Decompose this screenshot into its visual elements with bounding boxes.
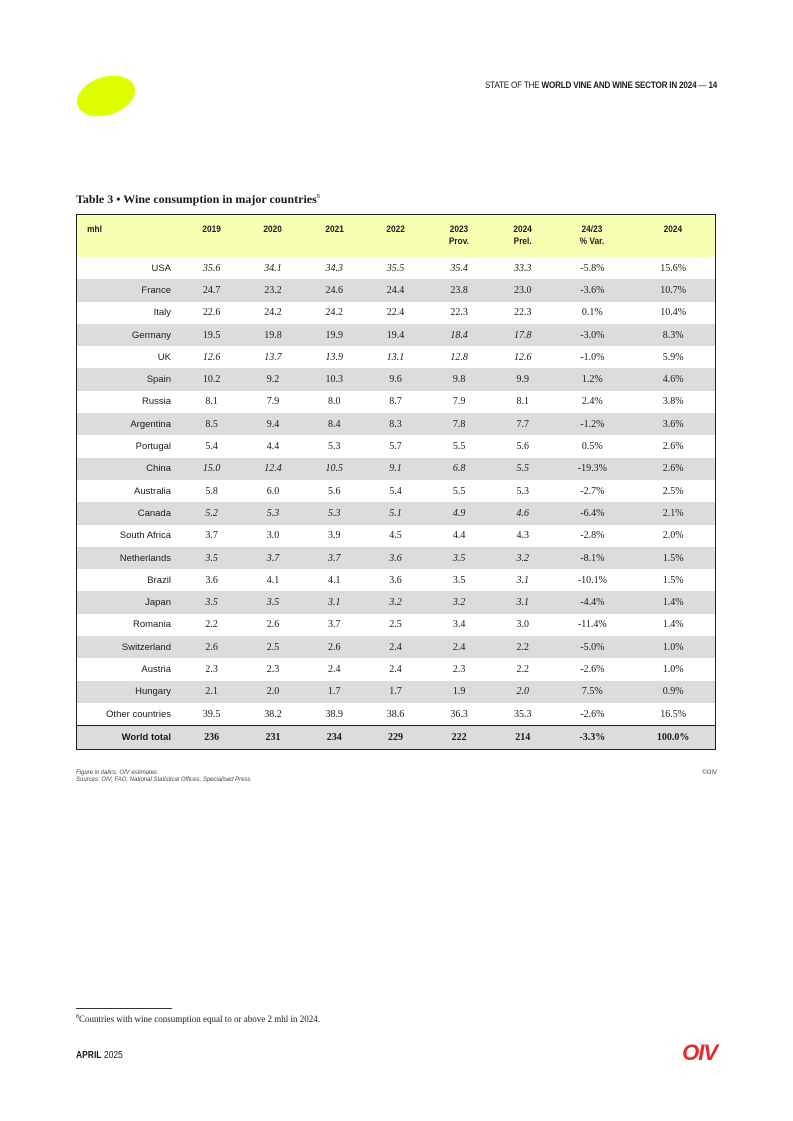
total-cell: 236 bbox=[181, 726, 242, 749]
table-cell: 12.6 bbox=[202, 351, 221, 363]
table-cell: -2.6% bbox=[580, 708, 605, 720]
total-cell: 234 bbox=[304, 726, 365, 749]
table-cell: 35.4 bbox=[450, 262, 468, 274]
table-cell: -6.4% bbox=[580, 507, 605, 519]
table-cell: 3.7 bbox=[327, 552, 341, 564]
table-cell: 4.9 bbox=[452, 507, 466, 519]
table-row bbox=[77, 480, 716, 502]
total-row bbox=[77, 726, 716, 749]
country-name: Argentina bbox=[130, 418, 171, 430]
table-row bbox=[77, 302, 716, 324]
table-cell: 5.4 bbox=[205, 441, 218, 453]
col-header-2021: 2021 bbox=[325, 224, 344, 234]
table-cell: 2.5 bbox=[389, 619, 402, 631]
country-name: Romania bbox=[132, 619, 171, 631]
table-cell: 24.2 bbox=[264, 307, 282, 319]
table-cell: 2.4 bbox=[389, 663, 402, 675]
table-row bbox=[77, 681, 716, 703]
footer-date: APRIL 2025 bbox=[76, 1050, 123, 1061]
country-name: Other countries bbox=[106, 708, 171, 720]
col-header-unit: mhl bbox=[86, 224, 102, 234]
header-separator: — bbox=[698, 80, 707, 91]
table-cell: 22.3 bbox=[514, 307, 532, 319]
table-cell: -2.6% bbox=[580, 663, 605, 675]
table-header-row bbox=[77, 215, 716, 258]
table-cell: 6.0 bbox=[266, 485, 280, 497]
table-cell: 8.4 bbox=[327, 418, 341, 430]
table-cell: 5.2 bbox=[205, 507, 218, 519]
table-cell: 12.4 bbox=[264, 463, 282, 475]
country-name: South Africa bbox=[119, 530, 171, 542]
table-cell: 35.5 bbox=[386, 262, 405, 274]
table-cell: 10.5 bbox=[325, 463, 343, 475]
table-cell: 4.5 bbox=[389, 530, 402, 542]
table-cell: 33.3 bbox=[514, 262, 532, 274]
table-cell: 8.0 bbox=[327, 396, 341, 408]
table-cell: 39.5 bbox=[202, 708, 221, 720]
table-cell: 13.1 bbox=[386, 351, 405, 363]
table-cell: 5.8 bbox=[205, 485, 218, 497]
table-row bbox=[77, 413, 716, 435]
table-cell: 7.8 bbox=[452, 418, 466, 430]
table-cell: 5.3 bbox=[327, 441, 341, 453]
country-name: France bbox=[141, 284, 171, 296]
table-cell: -2.8% bbox=[580, 530, 605, 542]
table-cell: 2.6 bbox=[205, 641, 218, 653]
table-cell: -19.3% bbox=[577, 463, 607, 475]
table-cell: 7.7 bbox=[516, 418, 529, 430]
table-cell: 2.6% bbox=[662, 441, 684, 453]
table-row bbox=[77, 591, 716, 613]
table-cell: 7.5% bbox=[581, 686, 603, 698]
table-cell: 35.6 bbox=[202, 262, 221, 274]
table-cell: 24.4 bbox=[386, 284, 405, 296]
table-cell: 5.9% bbox=[662, 351, 684, 363]
table-cell: 3.7 bbox=[327, 619, 341, 631]
table-cell: 16.5% bbox=[660, 708, 687, 720]
table-cell: 3.0 bbox=[266, 530, 280, 542]
table-cell: 4.1 bbox=[327, 574, 341, 586]
table-cell: 3.1 bbox=[327, 597, 341, 609]
table-cell: 38.6 bbox=[386, 708, 405, 720]
table-cell: 2.2 bbox=[516, 663, 529, 675]
total-cell: 229 bbox=[365, 726, 426, 749]
table-cell: 22.4 bbox=[386, 307, 405, 319]
col-header-2023: 2023 Prov. bbox=[449, 224, 470, 246]
table-cell: 3.2 bbox=[389, 597, 402, 609]
page-header bbox=[485, 80, 717, 91]
table-row bbox=[77, 547, 716, 569]
table-cell: 3.6% bbox=[662, 418, 684, 430]
table-cell: 7.9 bbox=[266, 396, 280, 408]
table-cell: 3.7 bbox=[266, 552, 280, 564]
table-cell: 9.1 bbox=[389, 463, 402, 475]
table-cell: 3.4 bbox=[452, 619, 466, 631]
table-cell: 3.5 bbox=[452, 574, 466, 586]
table-cell: -5.8% bbox=[580, 262, 605, 274]
country-name: Brazil bbox=[147, 574, 171, 586]
table-cell: 3.5 bbox=[205, 552, 218, 564]
table-cell: 23.2 bbox=[264, 284, 282, 296]
table-cell: 1.4% bbox=[662, 619, 684, 631]
table-cell: 5.5 bbox=[516, 463, 529, 475]
table-cell: -11.4% bbox=[577, 619, 607, 631]
country-name: UK bbox=[157, 351, 171, 363]
table-cell: 10.3 bbox=[325, 374, 343, 386]
table-cell: 17.8 bbox=[514, 329, 532, 341]
table-row bbox=[77, 391, 716, 413]
table-cell: 10.4% bbox=[660, 307, 687, 319]
table-cell: 2.1% bbox=[662, 507, 684, 519]
note-sources: Sources: OIV, FAO, National Statistical Offices, Specialised Press bbox=[76, 777, 251, 783]
table-cell: 6.8 bbox=[452, 463, 466, 475]
table-cell: 1.7 bbox=[327, 686, 341, 698]
table-cell: 13.9 bbox=[325, 351, 343, 363]
table-cell: 3.5 bbox=[266, 597, 280, 609]
table-cell: 1.0% bbox=[662, 641, 684, 653]
total-cell: 214 bbox=[492, 726, 553, 749]
table-row bbox=[77, 368, 716, 390]
table-cell: 19.8 bbox=[264, 329, 282, 341]
table-cell: 2.4% bbox=[581, 396, 603, 408]
table-cell: 10.7% bbox=[660, 284, 687, 296]
country-name: China bbox=[146, 463, 171, 475]
table-cell: -8.1% bbox=[580, 552, 605, 564]
table-cell: 19.9 bbox=[325, 329, 343, 341]
table-cell: 13.7 bbox=[264, 351, 282, 363]
table-cell: 19.5 bbox=[202, 329, 221, 341]
country-name: Spain bbox=[146, 374, 171, 386]
table-cell: 24.6 bbox=[325, 284, 343, 296]
table-row bbox=[77, 636, 716, 658]
table-title: Table 3 • Wine consumption in major countries$^8$ bbox=[76, 192, 320, 206]
table-cell: 15.0 bbox=[202, 463, 221, 475]
table-row bbox=[77, 435, 716, 457]
table-cell: 4.6% bbox=[662, 374, 684, 386]
table-cell: 3.1 bbox=[516, 597, 529, 609]
table-cell: 9.2 bbox=[266, 374, 280, 386]
col-header-2024-share: 2024 bbox=[663, 224, 683, 234]
table-cell: -10.1% bbox=[577, 574, 607, 586]
table-cell: 5.1 bbox=[389, 507, 402, 519]
table-cell: 5.5 bbox=[452, 441, 466, 453]
table-cell: 5.6 bbox=[327, 485, 341, 497]
country-name: USA bbox=[151, 262, 171, 274]
total-cell: 231 bbox=[242, 726, 303, 749]
table-cell: 0.5% bbox=[581, 441, 603, 453]
col-header-2019: 2019 bbox=[202, 224, 221, 234]
table-cell: 1.0% bbox=[662, 663, 684, 675]
table-cell: 1.7 bbox=[389, 686, 402, 698]
table-cell: 1.5% bbox=[662, 574, 684, 586]
table-cell: 12.6 bbox=[514, 351, 532, 363]
table-cell: 15.6% bbox=[660, 262, 687, 274]
table-cell: -1.0% bbox=[580, 351, 605, 363]
table-cell: 8.3 bbox=[389, 418, 402, 430]
note-italics: Figure in italics: OIV estimates bbox=[76, 770, 158, 776]
table-cell: 3.7 bbox=[205, 530, 218, 542]
table-cell: 2.6 bbox=[266, 619, 280, 631]
table-cell: 8.3% bbox=[662, 329, 684, 341]
table-cell: 3.1 bbox=[516, 574, 529, 586]
table-cell: 9.9 bbox=[516, 374, 529, 386]
total-cell: 222 bbox=[426, 726, 492, 749]
table-cell: 8.7 bbox=[389, 396, 402, 408]
page-number: 14 bbox=[708, 80, 717, 91]
table-cell: 22.3 bbox=[450, 307, 468, 319]
footnote-ref: 8 bbox=[316, 194, 320, 200]
table-row bbox=[77, 324, 716, 346]
table-cell: -3.0% bbox=[580, 329, 605, 341]
table-cell: -5.0% bbox=[580, 641, 605, 653]
table-cell: 2.3 bbox=[205, 663, 218, 675]
table-cell: 3.6 bbox=[205, 574, 218, 586]
table-cell: 2.4 bbox=[452, 641, 466, 653]
table-cell: 12.8 bbox=[450, 351, 468, 363]
table-cell: 8.5 bbox=[205, 418, 218, 430]
col-header-variation: 24/23 % Var. bbox=[580, 224, 605, 246]
table-cell: -3.6% bbox=[580, 284, 605, 296]
table-cell: 1.9 bbox=[452, 686, 466, 698]
table-cell: -2.7% bbox=[580, 485, 605, 497]
table-row bbox=[77, 458, 716, 480]
table-cell: 8.1 bbox=[205, 396, 218, 408]
table-row bbox=[77, 569, 716, 591]
table-cell: 2.4 bbox=[327, 663, 341, 675]
table-cell: 10.2 bbox=[202, 374, 221, 386]
table-cell: 2.1 bbox=[205, 686, 218, 698]
table-row bbox=[77, 525, 716, 547]
table-cell: 38.2 bbox=[264, 708, 282, 720]
table-cell: 34.3 bbox=[325, 262, 343, 274]
country-name: Germany bbox=[131, 329, 171, 341]
table-cell: 5.3 bbox=[516, 485, 529, 497]
country-name: Canada bbox=[137, 507, 171, 519]
table-cell: 23.8 bbox=[450, 284, 468, 296]
table-cell: 3.9 bbox=[327, 530, 341, 542]
table-cell: 2.0 bbox=[516, 686, 529, 698]
table-row bbox=[77, 614, 716, 636]
table-cell: 5.7 bbox=[389, 441, 402, 453]
total-cell: -3.3% bbox=[553, 726, 631, 749]
table-cell: 0.9% bbox=[662, 686, 684, 698]
footnote-divider bbox=[76, 1008, 172, 1009]
table-cell: 1.2% bbox=[581, 374, 603, 386]
table-cell: 5.3 bbox=[266, 507, 280, 519]
table-cell: 3.6 bbox=[389, 552, 402, 564]
footnote: $^8$Countries with wine consumption equal to or above 2 mhl in 2024. bbox=[76, 1014, 320, 1024]
table-cell: 3.0 bbox=[516, 619, 529, 631]
country-name: Portugal bbox=[135, 441, 171, 453]
table-cell: 3.8% bbox=[662, 396, 684, 408]
country-name: Hungary bbox=[135, 686, 171, 698]
table-cell: -4.4% bbox=[580, 597, 605, 609]
header-prefix: STATE OF THE bbox=[484, 80, 540, 91]
table-cell: 3.5 bbox=[452, 552, 466, 564]
country-name: Russia bbox=[141, 396, 171, 408]
total-label: World total bbox=[77, 726, 182, 749]
table-cell: 2.3 bbox=[266, 663, 280, 675]
table-cell: 2.0% bbox=[662, 530, 684, 542]
country-name: Italy bbox=[153, 307, 171, 319]
table-cell: 9.8 bbox=[452, 374, 466, 386]
table-cell: 5.5 bbox=[452, 485, 466, 497]
table-notes bbox=[76, 770, 251, 784]
table-row bbox=[77, 257, 716, 279]
table-cell: 2.5 bbox=[266, 641, 280, 653]
table-cell: -1.2% bbox=[580, 418, 605, 430]
table-cell: 0.1% bbox=[581, 307, 603, 319]
col-header-2022: 2022 bbox=[386, 224, 405, 234]
table-cell: 24.7 bbox=[202, 284, 221, 296]
wine-consumption-table bbox=[76, 214, 716, 750]
country-name: Switzerland bbox=[121, 641, 171, 653]
table-cell: 4.1 bbox=[266, 574, 280, 586]
table-cell: 2.6 bbox=[327, 641, 341, 653]
copyright: ©OIV bbox=[702, 770, 717, 776]
table-cell: 5.3 bbox=[327, 507, 341, 519]
table-row bbox=[77, 658, 716, 680]
table-cell: 2.0 bbox=[266, 686, 280, 698]
table-cell: 36.3 bbox=[450, 708, 468, 720]
table-row bbox=[77, 346, 716, 368]
table-cell: 22.6 bbox=[202, 307, 221, 319]
table-cell: 18.4 bbox=[450, 329, 468, 341]
col-header-2024: 2024 Prel. bbox=[513, 224, 532, 246]
table-cell: 3.2 bbox=[452, 597, 466, 609]
table-cell: 5.4 bbox=[389, 485, 402, 497]
col-header-2020: 2020 bbox=[263, 224, 283, 234]
table-cell: 24.2 bbox=[325, 307, 343, 319]
table-cell: 34.1 bbox=[264, 262, 282, 274]
table-row bbox=[77, 502, 716, 524]
table-cell: 23.0 bbox=[514, 284, 532, 296]
table-cell: 9.6 bbox=[389, 374, 402, 386]
country-name: Austria bbox=[141, 663, 171, 675]
table-cell: 8.1 bbox=[516, 396, 529, 408]
table-cell: 4.6 bbox=[516, 507, 529, 519]
table-row bbox=[77, 279, 716, 301]
table-cell: 2.3 bbox=[452, 663, 466, 675]
table-cell: 7.9 bbox=[452, 396, 466, 408]
country-name: Australia bbox=[134, 485, 171, 497]
oiv-logo: OIV bbox=[682, 1040, 717, 1065]
country-name: Netherlands bbox=[119, 552, 171, 564]
decorative-blob bbox=[72, 69, 141, 124]
country-name: Japan bbox=[145, 597, 171, 609]
table-row bbox=[77, 703, 716, 726]
table-cell: 19.4 bbox=[386, 329, 405, 341]
table-cell: 3.5 bbox=[205, 597, 218, 609]
table-cell: 1.5% bbox=[662, 552, 684, 564]
table-cell: 1.4% bbox=[662, 597, 684, 609]
table-cell: 2.2 bbox=[516, 641, 529, 653]
table-cell: 4.4 bbox=[452, 530, 466, 542]
table-cell: 5.6 bbox=[516, 441, 529, 453]
table-cell: 2.6% bbox=[662, 463, 684, 475]
total-cell: 100.0% bbox=[631, 726, 715, 749]
table-cell: 2.2 bbox=[205, 619, 218, 631]
table-cell: 2.4 bbox=[389, 641, 402, 653]
table-cell: 2.5% bbox=[662, 485, 684, 497]
table-cell: 3.2 bbox=[516, 552, 529, 564]
header-title: WORLD VINE AND WINE SECTOR IN 2024 bbox=[541, 80, 697, 91]
table-cell: 4.4 bbox=[266, 441, 280, 453]
table-cell: 3.6 bbox=[389, 574, 402, 586]
table-cell: 38.9 bbox=[325, 708, 343, 720]
table-cell: 4.3 bbox=[516, 530, 529, 542]
table-cell: 9.4 bbox=[266, 418, 280, 430]
table-cell: 35.3 bbox=[514, 708, 532, 720]
